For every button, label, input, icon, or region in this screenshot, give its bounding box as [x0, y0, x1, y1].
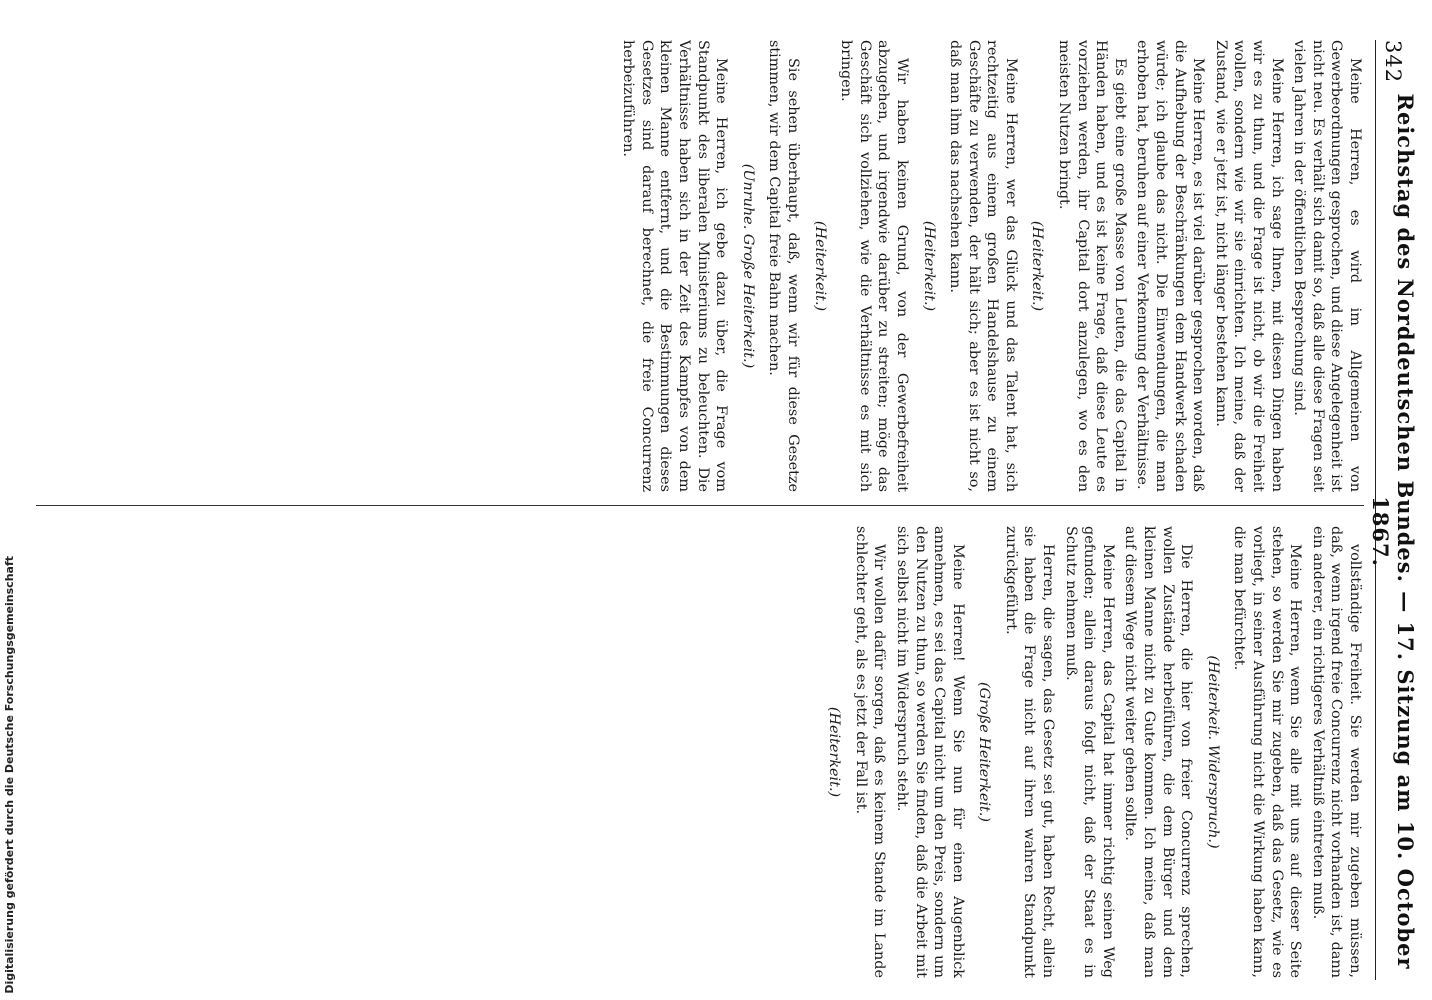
page-number: 342 — [1381, 40, 1405, 84]
stage-direction: (Große Heiterkeit.) — [976, 681, 993, 822]
stage-direction: (Heiterkeit.) — [826, 706, 843, 798]
stage-direction: (Heiterkeit.) — [811, 220, 828, 312]
document-page — [16, 30, 1416, 990]
paragraph: Die Herren, die hier von freier Concurrenz sprechen, wollen Zustände herbeiführen, die dem Bürger und dem kleinen Manne nicht zu Gute kommen. Ich meine, daß man auf diesem Wege nicht weiter gehen sollte. — [1122, 526, 1195, 978]
column-divider — [36, 505, 1364, 506]
paragraph: Meine Herren, das Capital hat immer richtig seinen Weg gefunden; allein daraus folgt nicht, daß der Staat es in Schutz nehmen muß. — [1062, 526, 1116, 978]
paragraph: vollständige Freiheit. Sie werden mir zugeben müssen, daß, wenn irgend freie Concurrenz nicht vorhanden ist, dann ein anderer, ein richtigeres Verhältniß eintreten muß. — [1309, 526, 1363, 978]
paragraph: Es giebt eine große Masse von Leuten, die das Capital in Händen haben, und es ist keine Frage, daß diese Leute es vorziehen werden, ihr Capital dort anzulegen, wo es den meisten Nutzen bringt. — [1056, 40, 1128, 492]
stage-direction: (Heiterkeit.) — [920, 220, 937, 312]
paragraph: Meine Herren, es ist viel darüber gesprochen worden, daß die Aufhebung der Beschränkungen dem Handwerk schaden würde; ich glaube das nicht. Die Einwendungen, die man erhoben hat, beruhen auf einer Verkennung der Verhältnisse. — [1134, 40, 1207, 492]
paragraph: Meine Herren! Wenn Sie nun für einen Augenblick annehmen, es sei das Capital nicht um den Preis, sondern um den Nutzen zu thun, so werden Sie finden, daß die Arbeit mit sich selbst nicht im Widerspruch steht. — [893, 526, 966, 978]
paragraph: Herren, die sagen, das Gesetz sei gut, haben Recht, allein sie haben die Frage nicht auf ihren wahren Standpunkt zurückgeführt. — [1002, 526, 1057, 978]
paragraph: Sie sehen überhaupt, daß, wenn wir für diese Gesetze stimmen, wir dem Capital freie Bahn machen. — [766, 40, 801, 492]
paragraph: Wir haben keinen Grund, von der Gewerbefreiheit abzugehen, und irgendwie darüber zu streiten; möge das Geschäft sich vollziehen, wie die Verhältnisse es mit sich bringen. — [838, 40, 910, 492]
text-column-left — [36, 40, 1364, 492]
paragraph: Meine Herren, wenn Sie alle mit uns auf dieser Seite stehen, so werden Sie mir zugeben, daß das Gesetz, wie es vorliegt, in seiner Ausführung nicht die Wirkung haben kann, die man befürchtet. — [1231, 526, 1304, 978]
footer-credit-text: Digitalisierung gefördert durch die Deutsche Forschungsgemeinschaft — [3, 556, 16, 994]
page-header — [1368, 40, 1418, 980]
digitization-credit — [0, 0, 22, 1000]
stage-direction: (Heiterkeit. Widerspruch.) — [1204, 655, 1221, 849]
page-title: Reichstag des Norddeutschen Bundes. — 17. Sitzung am 10. October 1867. — [1368, 93, 1418, 970]
stage-direction: (Heiterkeit.) — [1029, 220, 1046, 312]
paragraph: Meine Herren, es wird im Allgemeinen von Gewerbeordnungen gesprochen, und diese Angelegenheit ist nicht neu. Es verhält sich damit so, daß alle diese Fragen seit vielen Jahren in der öffentlichen Besprechung sind. — [1291, 40, 1363, 492]
stage-direction: (Unruhe. Große Heiterkeit.) — [739, 163, 756, 369]
paragraph: Wir wollen dafür sorgen, daß es keinem Stande im Lande schlechter geht, als es jetzt der Fall ist. — [852, 526, 888, 978]
text-column-right — [36, 526, 1364, 978]
paragraph: Meine Herren, wer das Glück und das Talent hat, sich rechtzeitig aus einem großen Handelshause zu einem Geschäfte zu verwenden, der hält sich; aber es ist nicht so, daß man ihm das nachsehen kann. — [947, 40, 1019, 492]
paragraph: Meine Herren, ich gebe dazu über, die Frage vom Standpunkt des liberalen Ministeriums zu beleuchten. Die Verhältnisse haben sich in der Zeit des Kampfes von dem kleinen Manne entfernt, und die Bestimmungen dieses Gesetzes sind darauf berechnet, die freie Concurrenz herbeizuführen. — [620, 40, 730, 492]
paragraph: Meine Herren, ich sage Ihnen, mit diesen Dingen haben wir es zu thun, und die Frage ist nicht, ob wir die Freiheit wollen, sondern wie wir sie einrichten. Ich meine, daß der Zustand, wie er jetzt ist, nicht länger bestehen kann. — [1212, 40, 1285, 492]
